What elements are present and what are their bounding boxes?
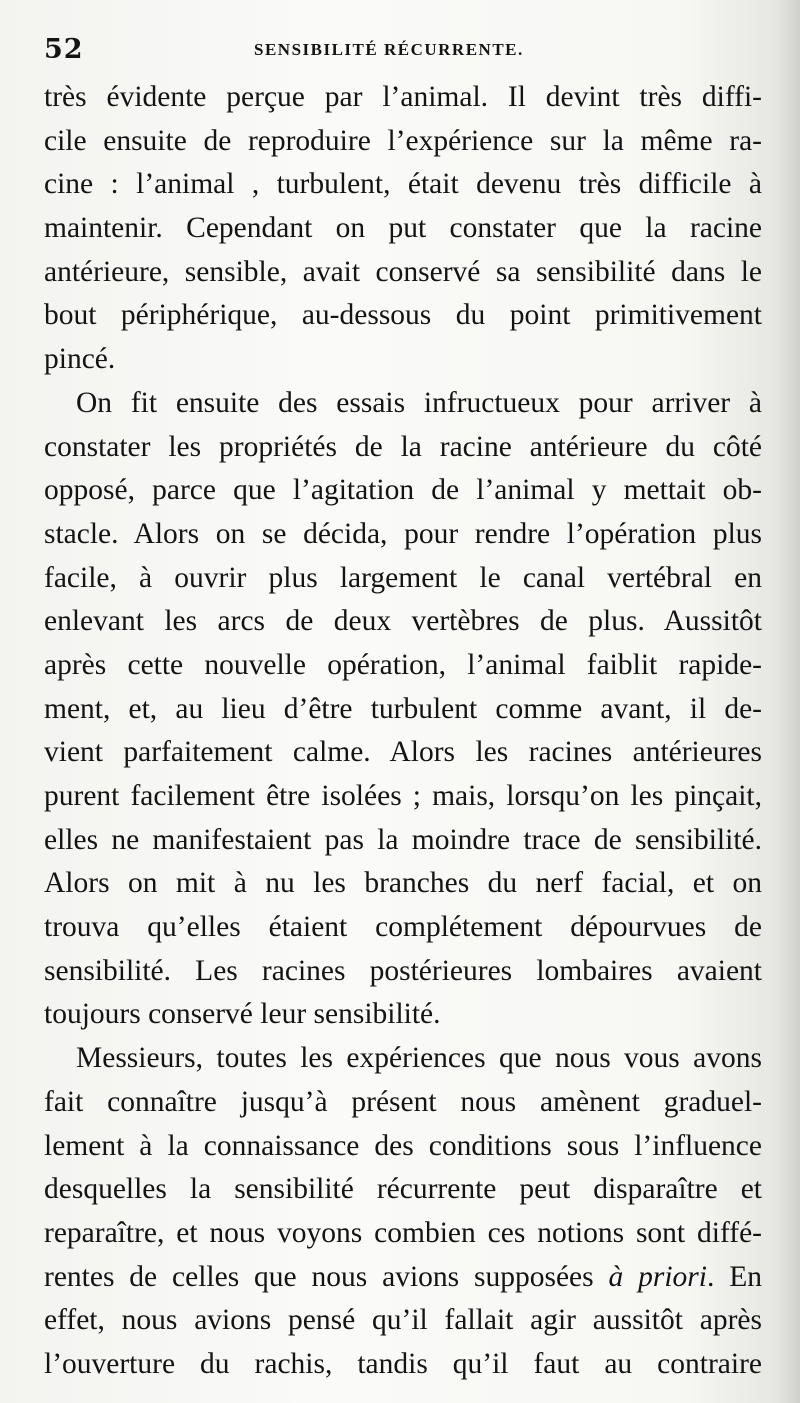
text-line: vient parfaitement calme. Alors les racines antérieures	[44, 736, 762, 769]
page-header	[44, 30, 754, 70]
text-line: Messieurs, toutes les expériences que nous vous avons	[76, 1042, 762, 1075]
text-line: toujours conservé leur sensibilité.	[44, 998, 441, 1031]
text-line: l’ouverture du rachis, tandis qu’il faut au contraire	[44, 1347, 762, 1380]
page-number: 52	[44, 34, 84, 65]
text-line: lement à la connaissance des conditions sous l’influence	[44, 1129, 762, 1162]
text-line: Alors on mit à nu les branches du nerf facial, et on	[44, 867, 762, 900]
body-text	[44, 76, 762, 1387]
text-line: bout périphérique, au-dessous du point primitivement	[44, 299, 762, 332]
text-line: ment, et, au lieu d’être turbulent comme avant, il de-	[44, 692, 762, 725]
text-line: reparaître, et nous voyons combien ces notions sont diffé-	[44, 1216, 762, 1249]
text-line: enlevant les arcs de deux vertèbres de plus. Aussitôt	[44, 605, 762, 638]
text-line: elles ne manifestaient pas la moindre trace de sensibilité.	[44, 823, 762, 856]
text-segment: . En	[706, 1260, 762, 1293]
text-line: desquelles la sensibilité récurrente peut disparaître et	[44, 1173, 762, 1206]
text-line: trouva qu’elles étaient complétement dépourvues de	[44, 911, 762, 944]
text-line: sensibilité. Les racines postérieures lombaires avaient	[44, 954, 762, 987]
text-line: On fit ensuite des essais infructueux pour arriver à	[76, 386, 762, 419]
text-line: effet, nous avions pensé qu’il fallait agir aussitôt après	[44, 1304, 762, 1337]
text-line: très évidente perçue par l’animal. Il devint très diffi-	[44, 81, 762, 113]
text-line: facile, à ouvrir plus largement le canal vertébral en	[44, 561, 762, 594]
text-line: cine : l’animal , turbulent, était devenu très difficile à	[44, 168, 762, 201]
text-line: constater les propriétés de la racine antérieure du côté	[44, 430, 762, 463]
text-line: purent facilement être isolées ; mais, lorsqu’on les pinçait,	[44, 780, 762, 812]
text-line: stacle. Alors on se décida, pour rendre l’opération plus	[44, 517, 762, 550]
running-head: SENSIBILITÉ RÉCURRENTE.	[254, 40, 524, 59]
text-line: cile ensuite de reproduire l’expérience sur la même ra-	[44, 124, 762, 157]
italic-phrase: à priori	[608, 1260, 707, 1293]
text-line: fait connaître jusqu’à présent nous amènent graduel-	[44, 1085, 762, 1118]
text-line-with-italic	[44, 1256, 762, 1300]
text-segment: rentes de celles que nous avions supposées	[44, 1260, 594, 1293]
text-line: pincé.	[44, 343, 116, 376]
text-line: après cette nouvelle opération, l’animal faiblit rapide-	[44, 648, 762, 681]
text-line: maintenir. Cependant on put constater que la racine	[44, 212, 762, 245]
text-line: opposé, parce que l’agitation de l’animal y mettait ob-	[44, 474, 762, 507]
text-line: antérieure, sensible, avait conservé sa sensibilité dans le	[44, 255, 762, 288]
